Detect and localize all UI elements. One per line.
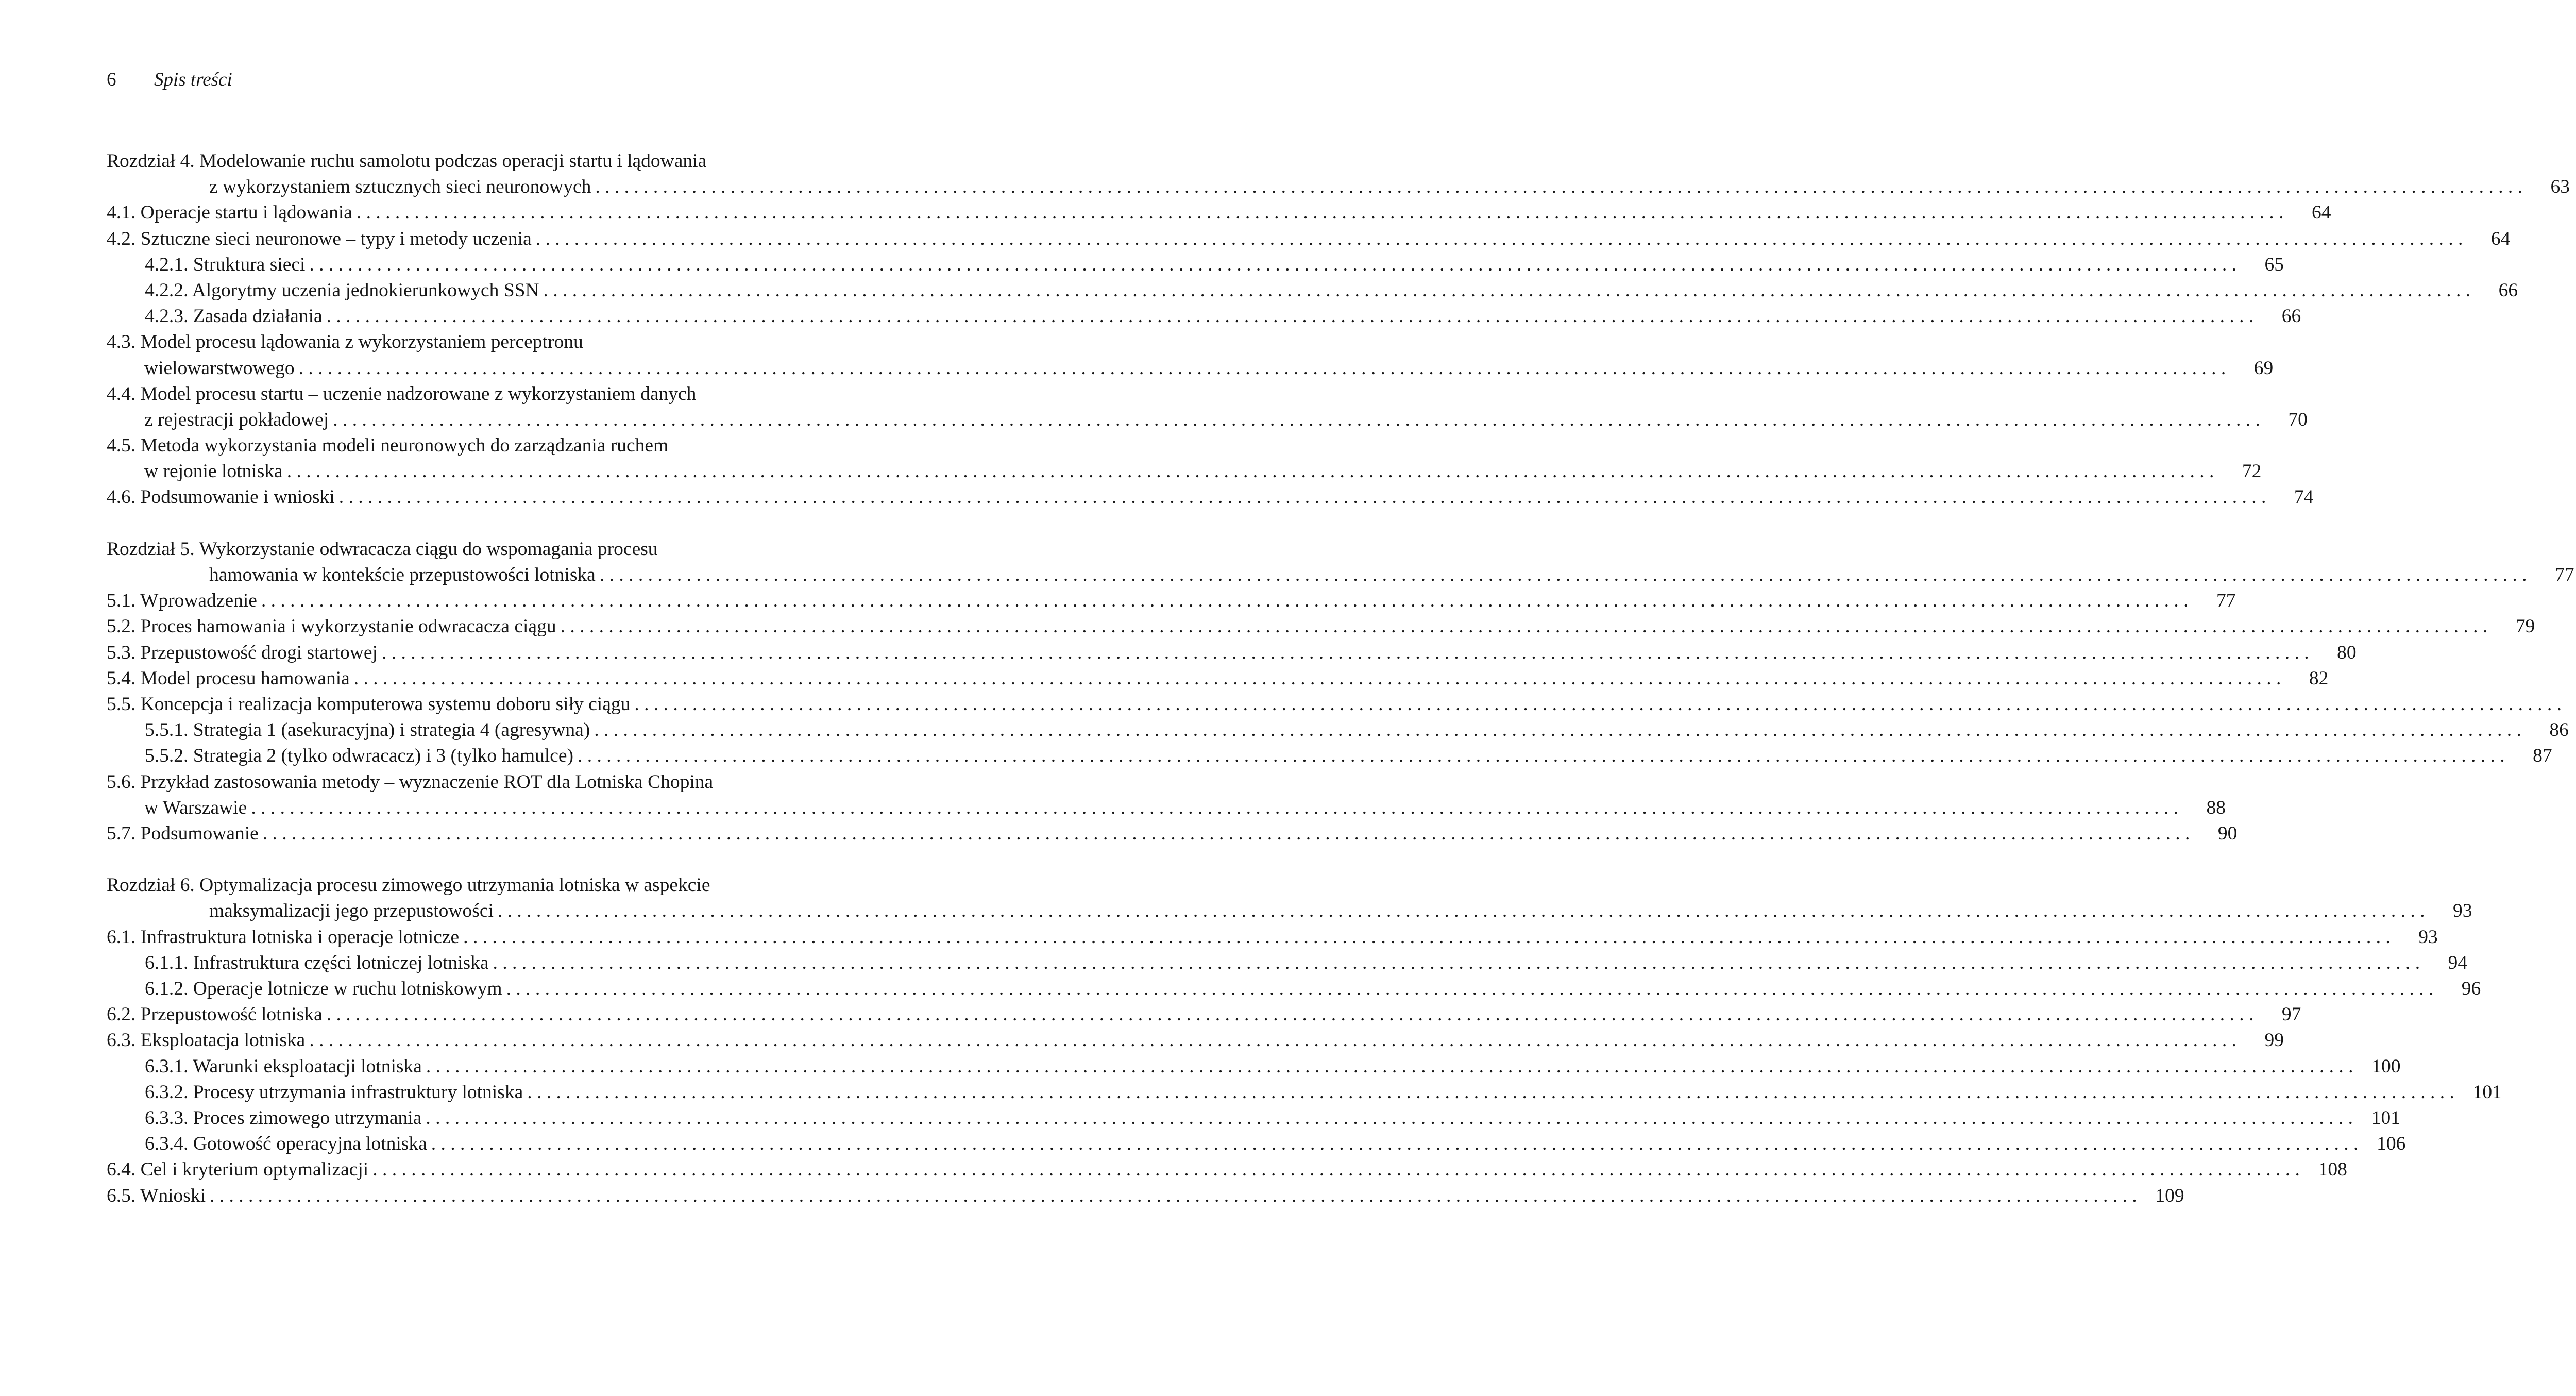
toc-entry-title: Rozdział 6. Optymalizacja procesu zimowego utrzymania lotniska w aspekcie xyxy=(107,874,710,896)
dot-leader: . . . . . . . . . . . . . . . . . . . . . . . . . . . . . . . . . . . . . . . . . . . . . . . . . . . . . . . . . . . . . . . . . . . . . . . . . . . . . . . . . . . . . . . . . . . . . . . . . . . . . . . . . . . . . . . . . . . . . . . . . . . . . . . . . . . . . . . . . . . . . . . . . . . . . . . . . . . . . . . . . . . . . . . . . . . . . . . . . . . . . . . . . . . . . . . . . . . . . . . . xyxy=(262,822,2190,844)
toc-page-number: 90 xyxy=(2217,822,2238,844)
dot-leader: . . . . . . . . . . . . . . . . . . . . . . . . . . . . . . . . . . . . . . . . . . . . . . . . . . . . . . . . . . . . . . . . . . . . . . . . . . . . . . . . . . . . . . . . . . . . . . . . . . . . . . . . . . . . . . . . . . . . . . . . . . . . . . . . . . . . . . . . . . . . . . . . . . . . . . . . . . . . . . . . . . . . . . . . . . . . . . . . . . . . . . . . . . . . . . . . . . . . . . . . xyxy=(353,667,2281,689)
dot-leader: . . . . . . . . . . . . . . . . . . . . . . . . . . . . . . . . . . . . . . . . . . . . . . . . . . . . . . . . . . . . . . . . . . . . . . . . . . . . . . . . . . . . . . . . . . . . . . . . . . . . . . . . . . . . . . . . . . . . . . . . . . . . . . . . . . . . . . . . . . . . . . . . . . . . . . . . . . . . . . . . . . . . . . . . . . . . . . . . . . . . . . . . . . . . . . . . . . . . . . . . xyxy=(493,952,2420,973)
toc-page-number: 65 xyxy=(2264,254,2284,275)
toc-line xyxy=(107,433,837,459)
toc-entry-subsection xyxy=(107,304,2301,329)
toc-page-number: 86 xyxy=(2549,719,2569,741)
toc-page-number: 94 xyxy=(2448,952,2468,973)
toc-entry-title: 5.1. Wprowadzenie xyxy=(107,590,257,612)
toc-page-number: 101 xyxy=(2371,1107,2400,1129)
toc-entry-title: 6.3.2. Procesy utrzymania infrastruktury lotniska xyxy=(145,1081,523,1103)
toc-line xyxy=(107,1028,2284,1053)
toc-page-number: 97 xyxy=(2281,1004,2301,1025)
dot-leader: . . . . . . . . . . . . . . . . . . . . . . . . . . . . . . . . . . . . . . . . . . . . . . . . . . . . . . . . . . . . . . . . . . . . . . . . . . . . . . . . . . . . . . . . . . . . . . . . . . . . . . . . . . . . . . . . . . . . . . . . . . . . . . . . . . . . . . . . . . . . . . . . . . . . . . . . . . . . . . . . . . . . . . . . . . . . . . . . . . . . . . . . . . . . . . . . . . . . . . . . xyxy=(599,564,2527,585)
toc-line xyxy=(107,743,2552,769)
toc-entry-title: Rozdział 5. Wykorzystanie odwracacza ciągu do wspomagania procesu xyxy=(107,538,658,560)
toc-entry-title: 4.6. Podsumowanie i wnioski xyxy=(107,486,335,508)
toc-entry-title: hamowania w kontekście przepustowości lotniska xyxy=(209,564,596,585)
toc-line xyxy=(107,872,837,898)
dot-leader: . . . . . . . . . . . . . . . . . . . . . . . . . . . . . . . . . . . . . . . . . . . . . . . . . . . . . . . . . . . . . . . . . . . . . . . . . . . . . . . . . . . . . . . . . . . . . . . . . . . . . . . . . . . . . . . . . . . . . . . . . . . . . . . . . . . . . . . . . . . . . . . . . . . . . . . . . . . . . . . . . . . . . . . . . . . . . . . . . . . . . . . . . . . . . . . . . . . . . . . . xyxy=(210,1185,2137,1206)
toc-entry-section xyxy=(107,924,2438,950)
toc-line xyxy=(107,795,2226,821)
toc-entry-title: 4.3. Model procesu lądowania z wykorzystaniem perceptronu xyxy=(107,331,583,353)
toc-line xyxy=(107,226,2511,252)
toc-entry-title: 6.4. Cel i kryterium optymalizacji xyxy=(107,1159,369,1181)
dot-leader: . . . . . . . . . . . . . . . . . . . . . . . . . . . . . . . . . . . . . . . . . . . . . . . . . . . . . . . . . . . . . . . . . . . . . . . . . . . . . . . . . . . . . . . . . . . . . . . . . . . . . . . . . . . . . . . . . . . . . . . . . . . . . . . . . . . . . . . . . . . . . . . . . . . . . . . . . . . . . . . . . . . . . . . . . . . . . . . . . . . . . . . . . . . . . . . . . . . . . . . . xyxy=(431,1133,2359,1155)
toc-entry-title: 4.4. Model procesu startu – uczenie nadzorowane z wykorzystaniem danych xyxy=(107,383,697,405)
toc-line xyxy=(107,329,837,355)
toc-page-number: 100 xyxy=(2371,1055,2401,1077)
toc-entry-title: 4.1. Operacje startu i lądowania xyxy=(107,202,352,224)
toc-line xyxy=(107,484,2314,510)
dot-leader: . . . . . . . . . . . . . . . . . . . . . . . . . . . . . . . . . . . . . . . . . . . . . . . . . . . . . . . . . . . . . . . . . . . . . . . . . . . . . . . . . . . . . . . . . . . . . . . . . . . . . . . . . . . . . . . . . . . . . . . . . . . . . . . . . . . . . . . . . . . . . . . . . . . . . . . . . . . . . . . . . . . . . . . . . . . . . . . . . . . . . . . . . . . . . . . . . . . . . . . . xyxy=(506,978,2434,999)
dot-leader: . . . . . . . . . . . . . . . . . . . . . . . . . . . . . . . . . . . . . . . . . . . . . . . . . . . . . . . . . . . . . . . . . . . . . . . . . . . . . . . . . . . . . . . . . . . . . . . . . . . . . . . . . . . . . . . . . . . . . . . . . . . . . . . . . . . . . . . . . . . . . . . . . . . . . . . . . . . . . . . . . . . . . . . . . . . . . . . . . . . . . . . . . . . . . . . . . . . . . . . . xyxy=(286,461,2214,482)
toc-entry-subsection xyxy=(107,717,2569,743)
dot-leader: . . . . . . . . . . . . . . . . . . . . . . . . . . . . . . . . . . . . . . . . . . . . . . . . . . . . . . . . . . . . . . . . . . . . . . . . . . . . . . . . . . . . . . . . . . . . . . . . . . . . . . . . . . . . . . . . . . . . . . . . . . . . . . . . . . . . . . . . . . . . . . . . . . . . . . . . . . . . . . . . . . . . . . . . . . . . . . . . . . . . . . . . . . . . . . . . . . . . . . . . xyxy=(381,642,2309,663)
toc-line xyxy=(107,924,2438,950)
dot-leader: . . . . . . . . . . . . . . . . . . . . . . . . . . . . . . . . . . . . . . . . . . . . . . . . . . . . . . . . . . . . . . . . . . . . . . . . . . . . . . . . . . . . . . . . . . . . . . . . . . . . . . . . . . . . . . . . . . . . . . . . . . . . . . . . . . . . . . . . . . . . . . . . . . . . . . . . . . . . . . . . . . . . . . . . . . . . . . . . . . . . . . . . . . . . . . . . . . . . . . . . xyxy=(426,1055,2353,1077)
toc-page-number: 96 xyxy=(2461,978,2481,999)
toc-entry-section xyxy=(107,640,2357,666)
toc-line xyxy=(107,1002,2301,1028)
toc-line xyxy=(107,356,2274,381)
toc-line xyxy=(107,666,2329,692)
toc-entry-section xyxy=(107,433,2262,484)
toc-entry-title: 6.3.3. Proces zimowego utrzymania xyxy=(145,1107,422,1129)
toc-entry-section xyxy=(107,329,2274,381)
toc-entry-title: maksymalizacji jego przepustowości xyxy=(209,900,494,922)
toc-page-number: 88 xyxy=(2206,797,2226,818)
toc-line xyxy=(107,717,2569,743)
toc-page-number: 72 xyxy=(2242,461,2262,482)
toc-entry-section xyxy=(107,1002,2301,1028)
toc-entry-chapter xyxy=(107,536,2574,588)
toc-entry-title: w rejonie lotniska xyxy=(144,461,283,482)
toc-entry-section xyxy=(107,821,2238,847)
toc-entry-section xyxy=(107,614,2535,640)
toc-entry-section xyxy=(107,381,2308,433)
toc-entry-title: z wykorzystaniem sztucznych sieci neuronowych xyxy=(209,176,591,198)
toc-line xyxy=(107,304,2301,329)
toc-entry-subsection xyxy=(107,1080,2502,1105)
toc-entry-title: 4.2.3. Zasada działania xyxy=(145,306,323,327)
toc-page-number xyxy=(2562,692,2576,717)
toc-entry-section xyxy=(107,769,2226,821)
dot-leader: . . . . . . . . . . . . . . . . . . . . . . . . . . . . . . . . . . . . . . . . . . . . . . . . . . . . . . . . . . . . . . . . . . . . . . . . . . . . . . . . . . . . . . . . . . . . . . . . . . . . . . . . . . . . . . . . . . . . . . . . . . . . . . . . . . . . . . . . . . . . . . . . . . . . . . . . . . . . . . . . . . . . . . . . . . . . . . . . . . . . . . . . . . . . . . . . . . . . . . . . xyxy=(326,306,2254,327)
toc-line xyxy=(107,1105,2400,1131)
toc-entry-title: 5.3. Przepustowość drogi startowej xyxy=(107,642,378,663)
toc-entry-title: 4.5. Metoda wykorzystania modeli neuronowych do zarządzania ruchem xyxy=(107,435,669,457)
toc-page-number: 101 xyxy=(2472,1081,2502,1103)
toc-line xyxy=(107,1080,2502,1105)
toc-line xyxy=(107,200,2331,226)
toc-entry-subsection xyxy=(107,1105,2400,1131)
toc-entry-chapter xyxy=(107,148,2570,200)
toc-entry-title: 6.2. Przepustowość lotniska xyxy=(107,1004,323,1025)
toc-page-number: 106 xyxy=(2377,1133,2406,1155)
toc-entry-subsection xyxy=(107,1054,2401,1080)
toc-page-number: 79 xyxy=(2515,616,2535,637)
dot-leader: . . . . . . . . . . . . . . . . . . . . . . . . . . . . . . . . . . . . . . . . . . . . . . . . . . . . . . . . . . . . . . . . . . . . . . . . . . . . . . . . . . . . . . . . . . . . . . . . . . . . . . . . . . . . . . . . . . . . . . . . . . . . . . . . . . . . . . . . . . . . . . . . . . . . . . . . . . . . . . . . . . . . . . . . . . . . . . . . . . . . . . . . . . . . . . . . . . . . . . . . xyxy=(333,409,2260,430)
toc-entry-title: w Warszawie xyxy=(144,797,247,818)
toc-entry-title: wielowarstwowego xyxy=(144,357,295,379)
chapter-gap xyxy=(107,511,837,536)
dot-leader: . . . . . . . . . . . . . . . . . . . . . . . . . . . . . . . . . . . . . . . . . . . . . . . . . . . . . . . . . . . . . . . . . . . . . . . . . . . . . . . . . . . . . . . . . . . . . . . . . . . . . . . . . . . . . . . . . . . . . . . . . . . . . . . . . . . . . . . . . . . . . . . . . . . . . . . . . . . . . . . . . . . . . . . . . . . . . . . . . . . . . . . . . . . . . . . . . . . . . . . . xyxy=(543,279,2471,301)
toc-line xyxy=(107,976,2481,1002)
toc-entry-title: 5.5.2. Strategia 2 (tylko odwracacz) i 3 (tylko hamulce) xyxy=(145,745,574,767)
dot-leader: . . . . . . . . . . . . . . . . . . . . . . . . . . . . . . . . . . . . . . . . . . . . . . . . . . . . . . . . . . . . . . . . . . . . . . . . . . . . . . . . . . . . . . . . . . . . . . . . . . . . . . . . . . . . . . . . . . . . . . . . . . . . . . . . . . . . . . . . . . . . . . . . . . . . . . . . . . . . . . . . . . . . . . . . . . . . . . . . . . . . . . . . . . . . . . . . . . . . . . . . xyxy=(463,926,2391,948)
dot-leader: . . . . . . . . . . . . . . . . . . . . . . . . . . . . . . . . . . . . . . . . . . . . . . . . . . . . . . . . . . . . . . . . . . . . . . . . . . . . . . . . . . . . . . . . . . . . . . . . . . . . . . . . . . . . . . . . . . . . . . . . . . . . . . . . . . . . . . . . . . . . . . . . . . . . . . . . . . . . . . . . . . . . . . . . . . . . . . . . . . . . . . . . . . . . . . . . . . . . . . . . xyxy=(309,254,2237,275)
toc-entry-title: 6.3.1. Warunki eksploatacji lotniska xyxy=(145,1055,422,1077)
toc-entry-chapter xyxy=(107,872,2472,924)
toc-entry-title: 6.1.2. Operacje lotnicze w ruchu lotniskowym xyxy=(145,978,502,999)
toc-page-number: 77 xyxy=(2216,590,2236,612)
dot-leader: . . . . . . . . . . . . . . . . . . . . . . . . . . . . . . . . . . . . . . . . . . . . . . . . . . . . . . . . . . . . . . . . . . . . . . . . . . . . . . . . . . . . . . . . . . . . . . . . . . . . . . . . . . . . . . . . . . . . . . . . . . . . . . . . . . . . . . . . . . . . . . . . . . . . . . . . . . . . . . . . . . . . . . . . . . . . . . . . . . . . . . . . . . . . . . . . . . . . . . . . xyxy=(595,176,2523,198)
toc-entry-title: 4.2.1. Struktura sieci xyxy=(145,254,306,275)
toc-line xyxy=(107,614,2535,640)
dot-leader: . . . . . . . . . . . . . . . . . . . . . . . . . . . . . . . . . . . . . . . . . . . . . . . . . . . . . . . . . . . . . . . . . . . . . . . . . . . . . . . . . . . . . . . . . . . . . . . . . . . . . . . . . . . . . . . . . . . . . . . . . . . . . . . . . . . . . . . . . . . . . . . . . . . . . . . . . . . . . . . . . . . . . . . . . . . . . . . . . . . . . . . . . . . . . . . . . . . . . . . . xyxy=(356,202,2284,224)
toc-entry-title: 5.4. Model procesu hamowania xyxy=(107,667,350,689)
toc-entry-title: 4.2.2. Algorytmy uczenia jednokierunkowych SSN xyxy=(145,279,539,301)
dot-leader: . . . . . . . . . . . . . . . . . . . . . . . . . . . . . . . . . . . . . . . . . . . . . . . . . . . . . . . . . . . . . . . . . . . . . . . . . . . . . . . . . . . . . . . . . . . . . . . . . . . . . . . . . . . . . . . . . . . . . . . . . . . . . . . . . . . . . . . . . . . . . . . . . . . . . . . . . . . . . . . . . . . . . . . . . . . . . . . . . . . . . . . . . . . . . . . . . . . . . . . . xyxy=(261,590,2189,612)
dot-leader: . . . . . . . . . . . . . . . . . . . . . . . . . . . . . . . . . . . . . . . . . . . . . . . . . . . . . . . . . . . . . . . . . . . . . . . . . . . . . . . . . . . . . . . . . . . . . . . . . . . . . . . . . . . . . . . . . . . . . . . . . . . . . . . . . . . . . . . . . . . . . . . . . . . . . . . . . . . . . . . . . . . . . . . . . . . . . . . . . . . . . . . . . . . . . . . . . . . . . . . . xyxy=(251,797,2178,818)
dot-leader: . . . . . . . . . . . . . . . . . . . . . . . . . . . . . . . . . . . . . . . . . . . . . . . . . . . . . . . . . . . . . . . . . . . . . . . . . . . . . . . . . . . . . . . . . . . . . . . . . . . . . . . . . . . . . . . . . . . . . . . . . . . . . . . . . . . . . . . . . . . . . . . . . . . . . . . . . . . . . . . . . . . . . . . . . . . . . . . . . . . . . . . . . . . . . . . . . . . . . . . . xyxy=(309,1030,2236,1051)
toc-entry-title: 5.6. Przykład zastosowania metody – wyznaczenie ROT dla Lotniska Chopina xyxy=(107,771,714,793)
toc-line xyxy=(107,174,2570,200)
toc-entry-title: 5.5.1. Strategia 1 (asekuracyjna) i strategia 4 (agresywna) xyxy=(145,719,590,741)
toc-line xyxy=(107,640,2357,666)
toc-entry-section xyxy=(107,1157,2347,1183)
dot-leader: . . . . . . . . . . . . . . . . . . . . . . . . . . . . . . . . . . . . . . . . . . . . . . . . . . . . . . . . . . . . . . . . . . . . . . . . . . . . . . . . . . . . . . . . . . . . . . . . . . . . . . . . . . . . . . . . . . . . . . . . . . . . . . . . . . . . . . . . . . . . . . . . . . . . . . . . . . . . . . . . . . . . . . . . . . . . . . . . . . . . . . . . . . . . . . . . . . . . . . . . xyxy=(298,357,2226,379)
toc-page-number: 93 xyxy=(2453,900,2472,922)
dot-leader: . . . . . . . . . . . . . . . . . . . . . . . . . . . . . . . . . . . . . . . . . . . . . . . . . . . . . . . . . . . . . . . . . . . . . . . . . . . . . . . . . . . . . . . . . . . . . . . . . . . . . . . . . . . . . . . . . . . . . . . . . . . . . . . . . . . . . . . . . . . . . . . . . . . . . . . . . . . . . . . . . . . . . . . . . . . . . . . . . . . . . . . . . . . . . . . . . . . . . . . . xyxy=(426,1107,2353,1129)
toc-entry-title: 5.7. Podsumowanie xyxy=(107,822,259,844)
toc-entry-title: 6.1. Infrastruktura lotniska i operacje lotnicze xyxy=(107,926,460,948)
toc-entry-section xyxy=(107,484,2314,510)
toc-line xyxy=(107,148,837,174)
toc-line xyxy=(107,1054,2401,1080)
dot-leader: . . . . . . . . . . . . . . . . . . . . . . . . . . . . . . . . . . . . . . . . . . . . . . . . . . . . . . . . . . . . . . . . . . . . . . . . . . . . . . . . . . . . . . . . . . . . . . . . . . . . . . . . . . . . . . . . . . . . . . . . . . . . . . . . . . . . . . . . . . . . . . . . . . . . . . . . . . . . . . . . . . . . . . . . . . . . . . . . . . . . . . . . . . . . . . . . . . . . . . . . xyxy=(372,1159,2300,1181)
page-number: 6 xyxy=(107,69,116,90)
toc-line xyxy=(107,769,837,795)
toc-page-number: 69 xyxy=(2253,357,2274,379)
toc-entry-section xyxy=(107,1028,2284,1053)
toc-entry-title: z rejestracji pokładowej xyxy=(144,409,329,430)
toc-line xyxy=(107,1131,2406,1157)
table-of-contents xyxy=(107,148,2574,1209)
toc-entry-subsection xyxy=(107,278,2518,304)
toc-page-number: 66 xyxy=(2281,306,2301,327)
toc-line xyxy=(107,459,2262,484)
toc-page-number: 108 xyxy=(2318,1159,2347,1181)
toc-entry-title: 6.3. Eksploatacja lotniska xyxy=(107,1030,306,1051)
toc-line xyxy=(107,821,2238,847)
toc-page-number: 64 xyxy=(2490,228,2511,249)
dot-leader: . . . . . . . . . . . . . . . . . . . . . . . . . . . . . . . . . . . . . . . . . . . . . . . . . . . . . . . . . . . . . . . . . . . . . . . . . . . . . . . . . . . . . . . . . . . . . . . . . . . . . . . . . . . . . . . . . . . . . . . . . . . . . . . . . . . . . . . . . . . . . . . . . . . . . . . . . . . . . . . . . . . . . . . . . . . . . . . . . . . . . . . . . . . . . . . . . . . . . . . . xyxy=(326,1004,2254,1025)
toc-entry-section xyxy=(107,666,2329,692)
toc-page-number: 66 xyxy=(2498,279,2518,301)
dot-leader: . . . . . . . . . . . . . . . . . . . . . . . . . . . . . . . . . . . . . . . . . . . . . . . . . . . . . . . . . . . . . . . . . . . . . . . . . . . . . . . . . . . . . . . . . . . . . . . . . . . . . . . . . . . . . . . . . . . . . . . . . . . . . . . . . . . . . . . . . . . . . . . . . . . . . . . . . . . . . . . . . . . . . . . . . . . . . . . . . . . . . . . . . . . . . . . . . . . . . . . . xyxy=(497,900,2425,922)
toc-page-number: 93 xyxy=(2418,926,2438,948)
toc-page-number: 70 xyxy=(2288,409,2308,430)
toc-entry-subsection xyxy=(107,743,2552,769)
toc-entry-subsection xyxy=(107,950,2468,976)
toc-line xyxy=(107,562,2574,588)
dot-leader: . . . . . . . . . . . . . . . . . . . . . . . . . . . . . . . . . . . . . . . . . . . . . . . . . . . . . . . . . . . . . . . . . . . . . . . . . . . . . . . . . . . . . . . . . . . . . . . . . . . . . . . . . . . . . . . . . . . . . . . . . . . . . . . . . . . . . . . . . . . . . . . . . . . . . . . . . . . . . . . . . . . . . . . . . . . . . . . . . . . . . . . . . . . . . . . . . . . . . . . . xyxy=(634,693,2562,715)
dot-leader: . . . . . . . . . . . . . . . . . . . . . . . . . . . . . . . . . . . . . . . . . . . . . . . . . . . . . . . . . . . . . . . . . . . . . . . . . . . . . . . . . . . . . . . . . . . . . . . . . . . . . . . . . . . . . . . . . . . . . . . . . . . . . . . . . . . . . . . . . . . . . . . . . . . . . . . . . . . . . . . . . . . . . . . . . . . . . . . . . . . . . . . . . . . . . . . . . . . . . . . . xyxy=(338,486,2266,508)
toc-line xyxy=(107,252,2284,278)
toc-line xyxy=(107,692,2562,717)
toc-page-number: 87 xyxy=(2533,745,2552,767)
toc-entry-title: 6.3.4. Gotowość operacyjna lotniska xyxy=(145,1133,427,1155)
toc-entry-title: 6.5. Wnioski xyxy=(107,1185,206,1206)
toc-page-number: 82 xyxy=(2309,667,2329,689)
toc-page-number: 80 xyxy=(2337,642,2357,663)
toc-line xyxy=(107,1183,2184,1209)
toc-entry-section xyxy=(107,200,2331,226)
toc-page-number: 109 xyxy=(2155,1185,2184,1206)
toc-page-number: 99 xyxy=(2264,1030,2284,1051)
dot-leader: . . . . . . . . . . . . . . . . . . . . . . . . . . . . . . . . . . . . . . . . . . . . . . . . . . . . . . . . . . . . . . . . . . . . . . . . . . . . . . . . . . . . . . . . . . . . . . . . . . . . . . . . . . . . . . . . . . . . . . . . . . . . . . . . . . . . . . . . . . . . . . . . . . . . . . . . . . . . . . . . . . . . . . . . . . . . . . . . . . . . . . . . . . . . . . . . . . . . . . . . xyxy=(578,745,2505,767)
toc-entry-section xyxy=(107,588,2236,614)
toc-page-number: 77 xyxy=(2554,564,2574,585)
toc-entry-title: Rozdział 4. Modelowanie ruchu samolotu podczas operacji startu i lądowania xyxy=(107,150,707,172)
dot-leader: . . . . . . . . . . . . . . . . . . . . . . . . . . . . . . . . . . . . . . . . . . . . . . . . . . . . . . . . . . . . . . . . . . . . . . . . . . . . . . . . . . . . . . . . . . . . . . . . . . . . . . . . . . . . . . . . . . . . . . . . . . . . . . . . . . . . . . . . . . . . . . . . . . . . . . . . . . . . . . . . . . . . . . . . . . . . . . . . . . . . . . . . . . . . . . . . . . . . . . . . xyxy=(594,719,2521,741)
toc-entry-subsection xyxy=(107,252,2284,278)
dot-leader: . . . . . . . . . . . . . . . . . . . . . . . . . . . . . . . . . . . . . . . . . . . . . . . . . . . . . . . . . . . . . . . . . . . . . . . . . . . . . . . . . . . . . . . . . . . . . . . . . . . . . . . . . . . . . . . . . . . . . . . . . . . . . . . . . . . . . . . . . . . . . . . . . . . . . . . . . . . . . . . . . . . . . . . . . . . . . . . . . . . . . . . . . . . . . . . . . . . . . . . . xyxy=(527,1081,2454,1103)
toc-page-number: 63 xyxy=(2550,176,2570,198)
running-title: Spis treści xyxy=(154,69,232,90)
toc-page-number: 74 xyxy=(2294,486,2314,508)
toc-line xyxy=(107,381,837,407)
toc-entry-section xyxy=(107,692,2562,717)
toc-line xyxy=(107,407,2308,433)
toc-entry-section xyxy=(107,226,2511,252)
toc-entry-subsection xyxy=(107,1131,2406,1157)
toc-entry-title: 5.2. Proces hamowania i wykorzystanie odwracacza ciągu xyxy=(107,616,556,637)
toc-line xyxy=(107,1157,2347,1183)
toc-entry-title: 5.5. Koncepcja i realizacja komputerowa systemu doboru siły ciągu xyxy=(107,693,631,715)
dot-leader: . . . . . . . . . . . . . . . . . . . . . . . . . . . . . . . . . . . . . . . . . . . . . . . . . . . . . . . . . . . . . . . . . . . . . . . . . . . . . . . . . . . . . . . . . . . . . . . . . . . . . . . . . . . . . . . . . . . . . . . . . . . . . . . . . . . . . . . . . . . . . . . . . . . . . . . . . . . . . . . . . . . . . . . . . . . . . . . . . . . . . . . . . . . . . . . . . . . . . . . . xyxy=(535,228,2463,249)
toc-line xyxy=(107,898,2472,924)
toc-entry-title: 4.2. Sztuczne sieci neuronowe – typy i metody uczenia xyxy=(107,228,532,249)
toc-entry-section xyxy=(107,1183,2184,1209)
chapter-gap xyxy=(107,847,837,872)
toc-entry-title: 6.1.1. Infrastruktura części lotniczej lotniska xyxy=(145,952,489,973)
dot-leader: . . . . . . . . . . . . . . . . . . . . . . . . . . . . . . . . . . . . . . . . . . . . . . . . . . . . . . . . . . . . . . . . . . . . . . . . . . . . . . . . . . . . . . . . . . . . . . . . . . . . . . . . . . . . . . . . . . . . . . . . . . . . . . . . . . . . . . . . . . . . . . . . . . . . . . . . . . . . . . . . . . . . . . . . . . . . . . . . . . . . . . . . . . . . . . . . . . . . . . . . xyxy=(560,616,2488,637)
toc-entry-subsection xyxy=(107,976,2481,1002)
toc-page-number: 64 xyxy=(2312,202,2331,224)
toc-line xyxy=(107,536,837,562)
toc-line xyxy=(107,278,2518,304)
toc-line xyxy=(107,950,2468,976)
toc-line xyxy=(107,588,2236,614)
